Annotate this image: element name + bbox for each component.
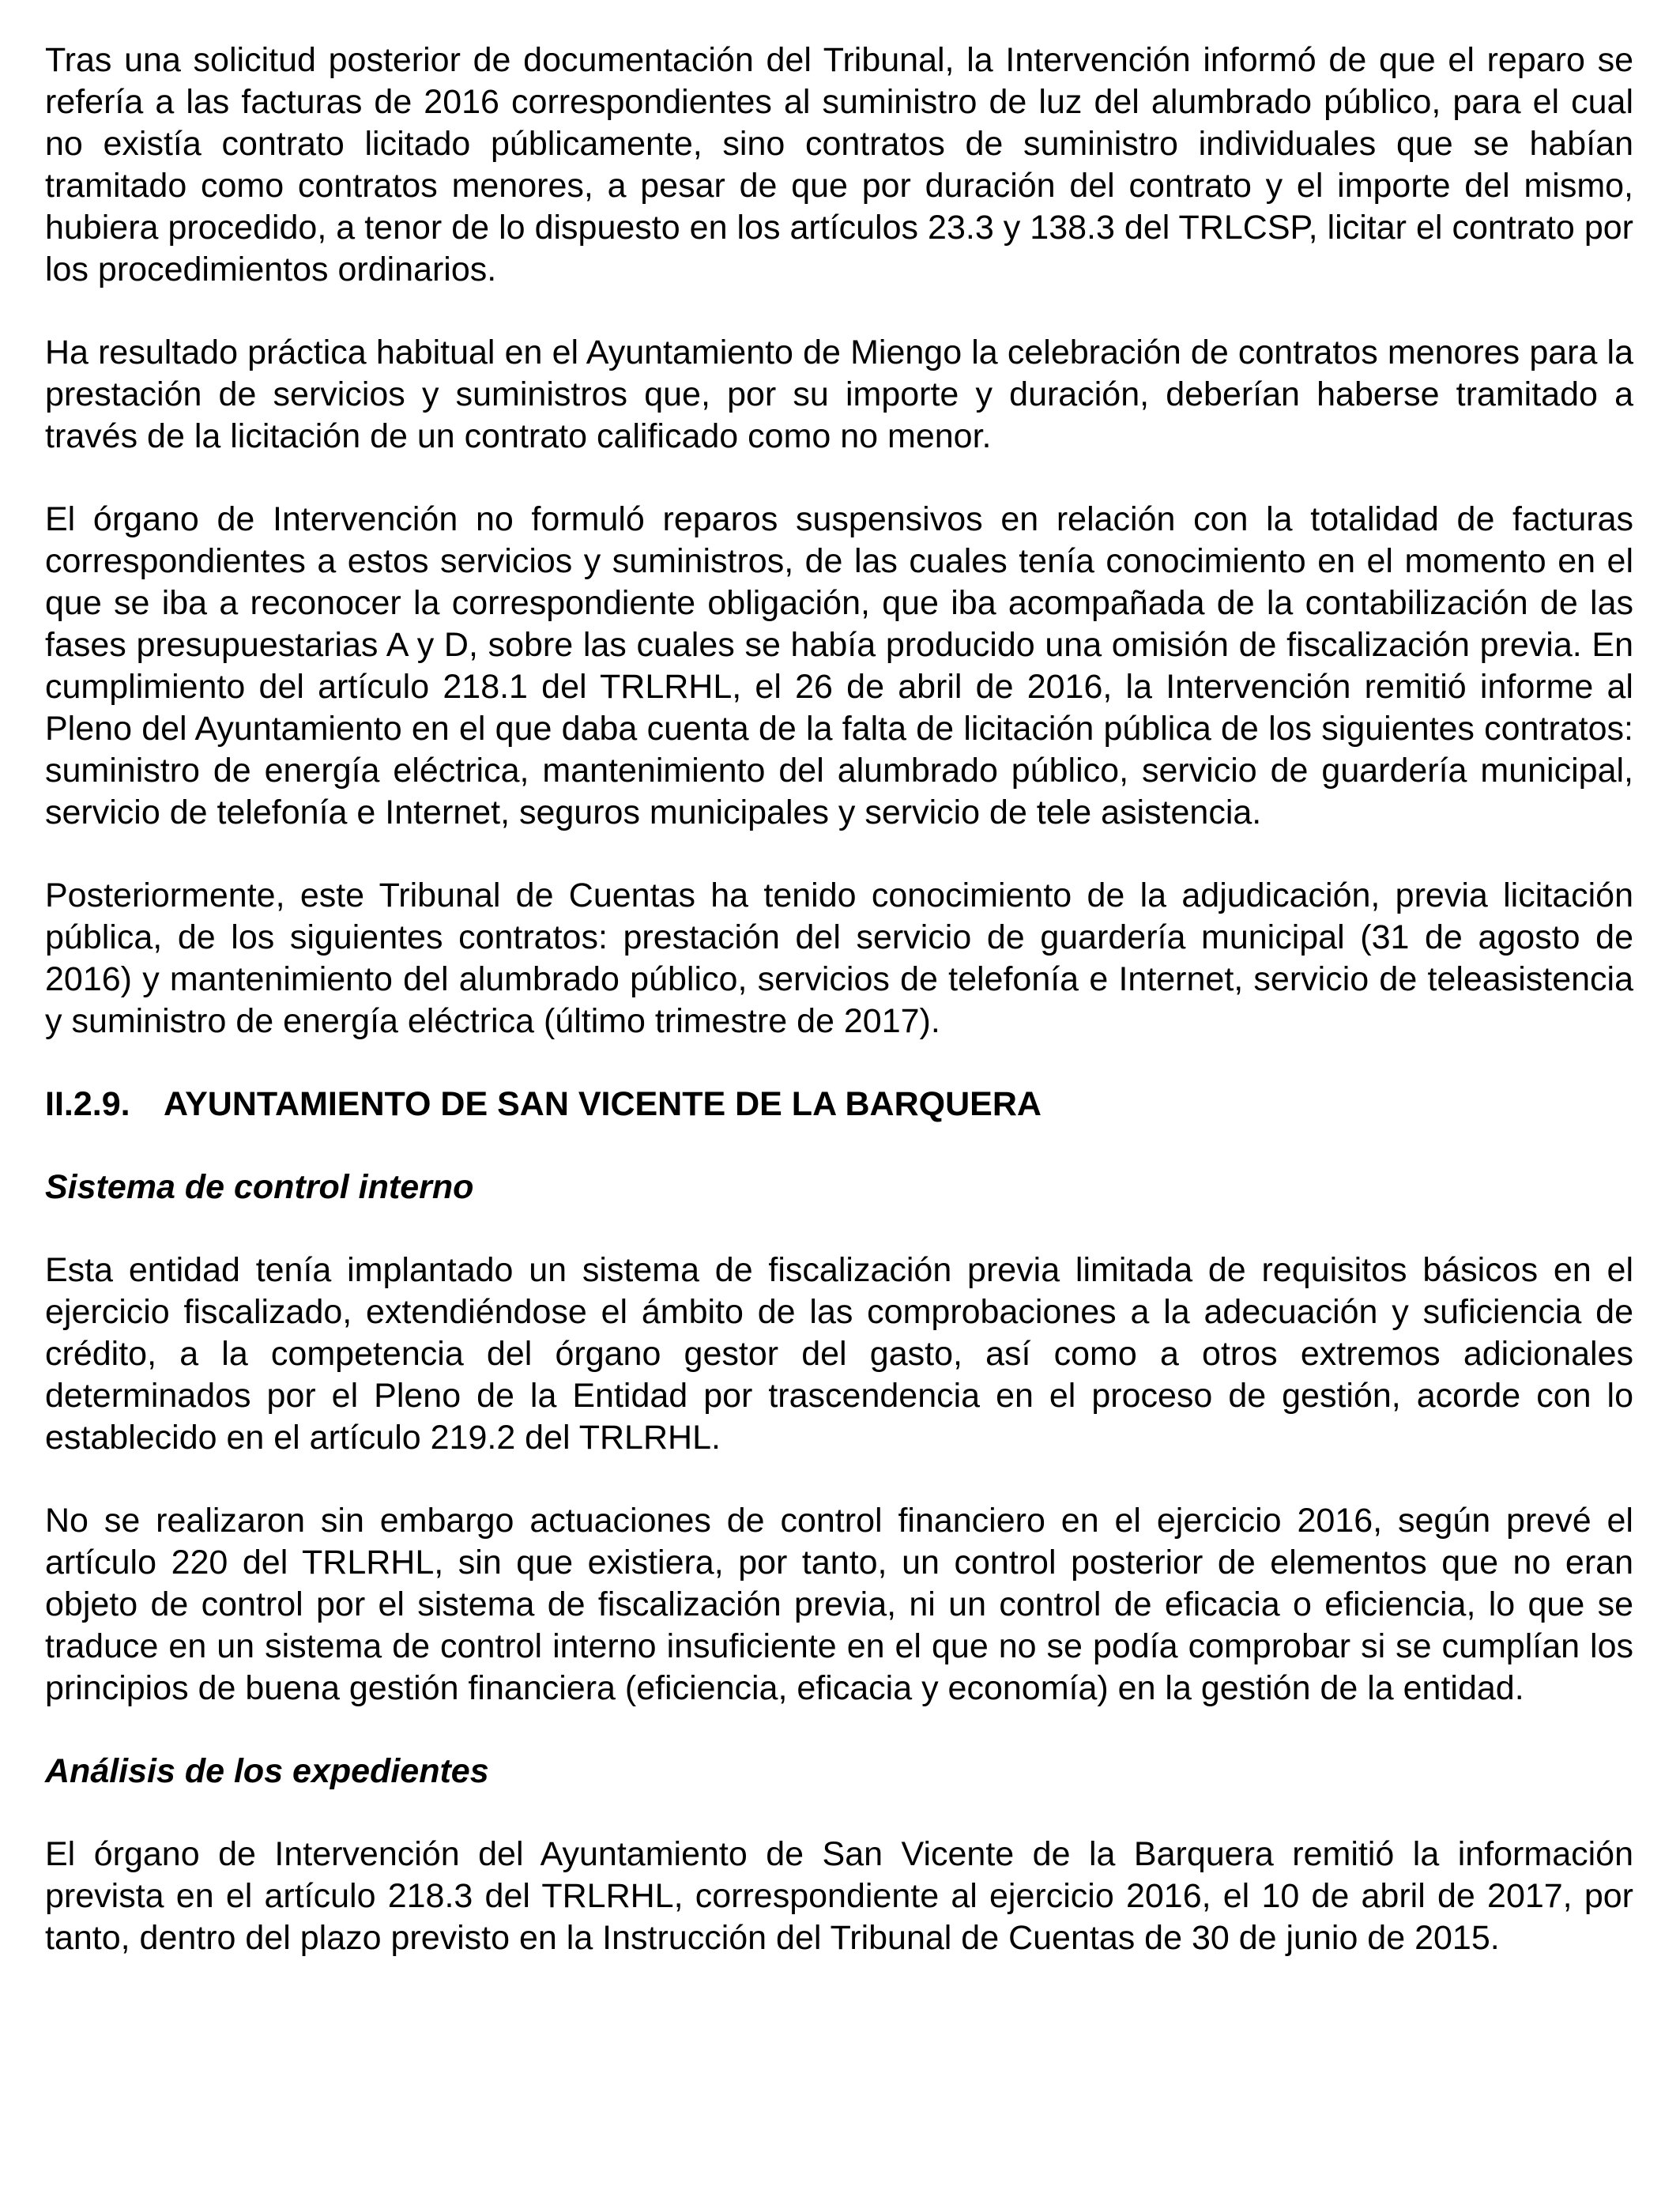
paragraph-posteriormente: Posteriormente, este Tribunal de Cuentas ha tenido conocimiento de la adjudicación, previa licitación pública, de los siguientes contratos: prestación del servicio de guardería municipal (31 de agosto de 2016) y mantenimiento del alumbrado público, servicios de telefonía e Internet, servicio de teleasistencia y suministro de energía eléctrica (último trimestre de 2017). xyxy=(45,876,1633,1040)
paragraph-reparo-facturas: Tras una solicitud posterior de documentación del Tribunal, la Intervención informó de que el reparo se refería a las facturas de 2016 correspondientes al suministro de luz del alumbrado público, para el cual no existía contrato licitado públicamente, sino contratos de suministro individuales que se habían tramitado como contratos menores, a pesar de que por duración del contrato y el importe del mismo, hubiera procedido, a tenor de lo dispuesto en los artículos 23.3 y 138.3 del TRLCSP, licitar el contrato por los procedimientos ordinarios. xyxy=(45,41,1633,288)
section-heading xyxy=(45,1084,1633,1125)
paragraph-control-financiero: No se realizaron sin embargo actuaciones de control financiero en el ejercicio 2016, según prevé el artículo 220 del TRLRHL, sin que existiera, por tanto, un control posterior de elementos que no eran objeto de control por el sistema de fiscalización previa, ni un control de eficacia o eficiencia, lo que se traduce en un sistema de control interno insuficiente en el que no se podía comprobar si se cumplían los principios de buena gestión financiera (eficiencia, eficacia y economía) en la gestión de la entidad. xyxy=(45,1502,1633,1707)
paragraph-fiscalizacion-previa: Esta entidad tenía implantado un sistema de fiscalización previa limitada de requisitos básicos en el ejercicio fiscalizado, extendiéndose el ámbito de las comprobaciones a la adecuación y suficiencia de crédito, a la competencia del órgano gestor del gasto, así como a otros extremos adicionales determinados por el Pleno de la Entidad por trascendencia en el proceso de gestión, acorde con lo establecido en el artículo 219.2 del TRLRHL. xyxy=(45,1251,1633,1457)
section-title: AYUNTAMIENTO DE SAN VICENTE DE LA BARQUERA xyxy=(164,1085,1042,1123)
paragraph-organo-intervencion: El órgano de Intervención no formuló reparos suspensivos en relación con la totalidad de facturas correspondientes a estos servicios y suministros, de las cuales tenía conocimiento en el momento en el que se iba a reconocer la correspondiente obligación, que iba acompañada de la contabilización de las fases presupuestarias A y D, sobre las cuales se había producido una omisión de fiscalización previa. En cumplimiento del artículo 218.1 del TRLRHL, el 26 de abril de 2016, la Intervención remitió informe al Pleno del Ayuntamiento en el que daba cuenta de la falta de licitación pública de los siguientes contratos: suministro de energía eléctrica, mantenimiento del alumbrado público, servicio de guardería municipal, servicio de telefonía e Internet, seguros municipales y servicio de tele asistencia. xyxy=(45,500,1633,831)
subsection-heading-control: Sistema de control interno xyxy=(45,1168,474,1206)
section-number: II.2.9. xyxy=(45,1085,130,1123)
paragraph-practica-habitual: Ha resultado práctica habitual en el Ayuntamiento de Miengo la celebración de contratos menores para la prestación de servicios y suministros que, por su importe y duración, deberían haberse tramitado a través de la licitación de un contrato calificado como no menor. xyxy=(45,334,1633,455)
document-page xyxy=(45,40,1633,2000)
paragraph-informacion-remitida: El órgano de Intervención del Ayuntamiento de San Vicente de la Barquera remitió la información prevista en el artículo 218.3 del TRLRHL, correspondiente al ejercicio 2016, el 10 de abril de 2017, por tanto, dentro del plazo previsto en la Instrucción del Tribunal de Cuentas de 30 de junio de 2015. xyxy=(45,1835,1633,1957)
subsection-heading-analysis: Análisis de los expedientes xyxy=(45,1752,489,1790)
